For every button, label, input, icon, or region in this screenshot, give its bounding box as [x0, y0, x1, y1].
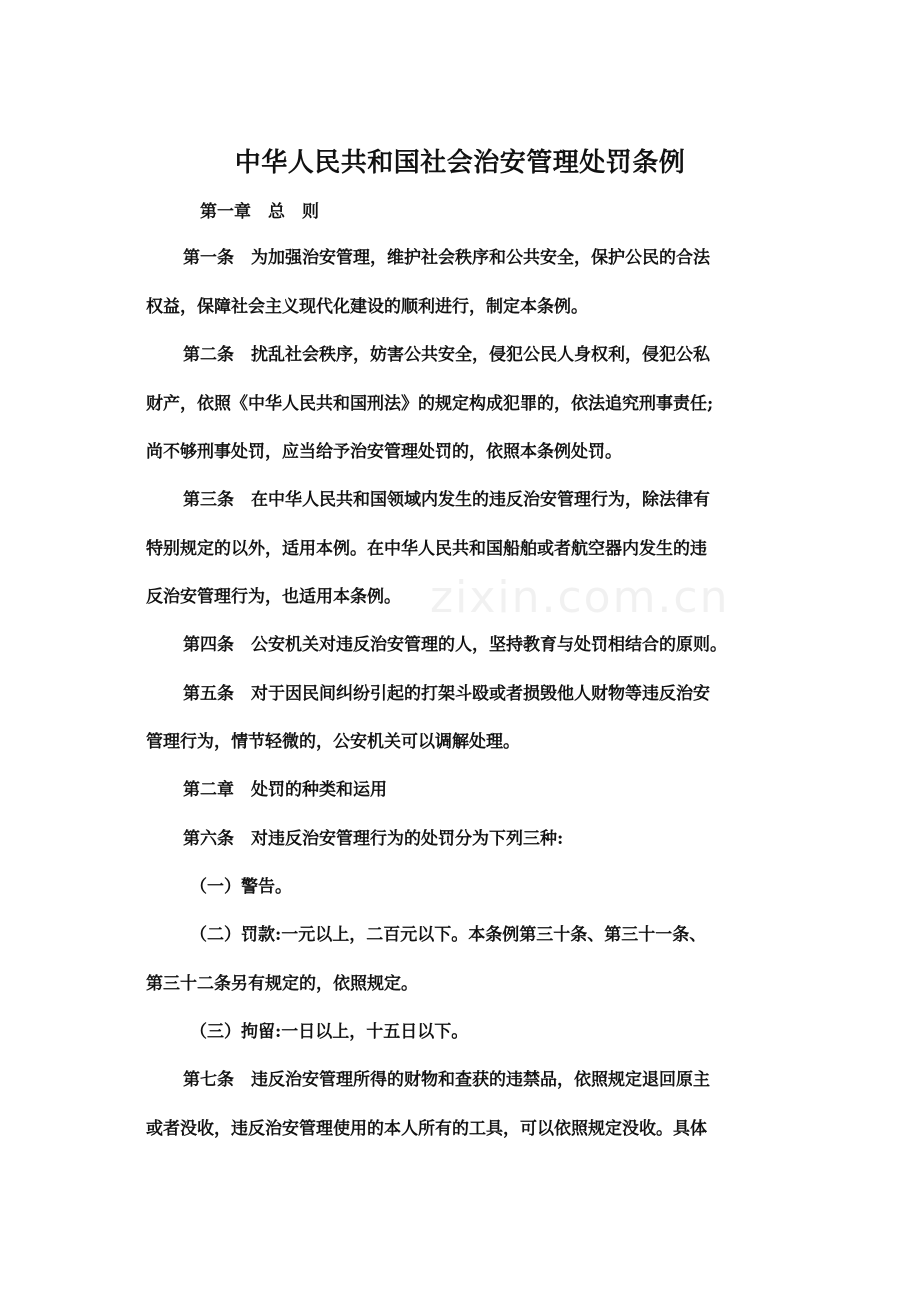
watermark: zixin.com.cn	[430, 572, 730, 623]
list-item: （三）拘留:一日以上，十五日以下。	[190, 1022, 469, 1042]
paragraph-line: 第二条 扰乱社会秩序，妨害公共安全，侵犯公民人身权利，侵犯公私	[183, 345, 710, 365]
paragraph-line: 反治安管理行为，也适用本条例。	[146, 587, 401, 607]
paragraph-line: 第七条 违反治安管理所得的财物和查获的违禁品，依照规定退回原主	[183, 1070, 710, 1090]
paragraph-line: 第六条 对违反治安管理行为的处罚分为下列三种:	[183, 829, 564, 849]
list-item: （二）罚款:一元以上，二百元以下。本条例第三十条、第三十一条、	[190, 925, 707, 945]
paragraph-line: 第五条 对于因民间纠纷引起的打架斗殴或者损毁他人财物等违反治安	[183, 684, 710, 704]
paragraph-line: 特别规定的以外，适用本例。在中华人民共和国船舶或者航空器内发生的违	[146, 539, 707, 559]
paragraph-line: 财产，依照《中华人民共和国刑法》的规定构成犯罪的，依法追究刑事责任;	[146, 394, 714, 414]
chapter-heading: 第二章 处罚的种类和运用	[183, 780, 387, 800]
paragraph-line: 管理行为，情节轻微的，公安机关可以调解处理。	[146, 732, 520, 752]
paragraph-line: 第三十二条另有规定的，依照规定。	[146, 974, 418, 994]
list-item: （一）警告。	[190, 877, 292, 897]
document-title: 中华人民共和国社会治安管理处罚条例	[234, 148, 686, 178]
paragraph-line: 第四条 公安机关对违反治安管理的人，坚持教育与处罚相结合的原则。	[183, 635, 727, 655]
paragraph-line: 第一条 为加强治安管理，维护社会秩序和公共安全，保护公民的合法	[183, 248, 710, 268]
paragraph-line: 或者没收，违反治安管理使用的本人所有的工具，可以依照规定没收。具体	[146, 1119, 707, 1139]
chapter-heading: 第一章 总 则	[200, 202, 319, 222]
paragraph-line: 权益，保障社会主义现代化建设的顺利进行，制定本条例。	[146, 297, 588, 317]
paragraph-line: 尚不够刑事处罚，应当给予治安管理处罚的，依照本条例处罚。	[146, 442, 622, 462]
paragraph-line: 第三条 在中华人民共和国领域内发生的违反治安管理行为，除法律有	[183, 490, 710, 510]
